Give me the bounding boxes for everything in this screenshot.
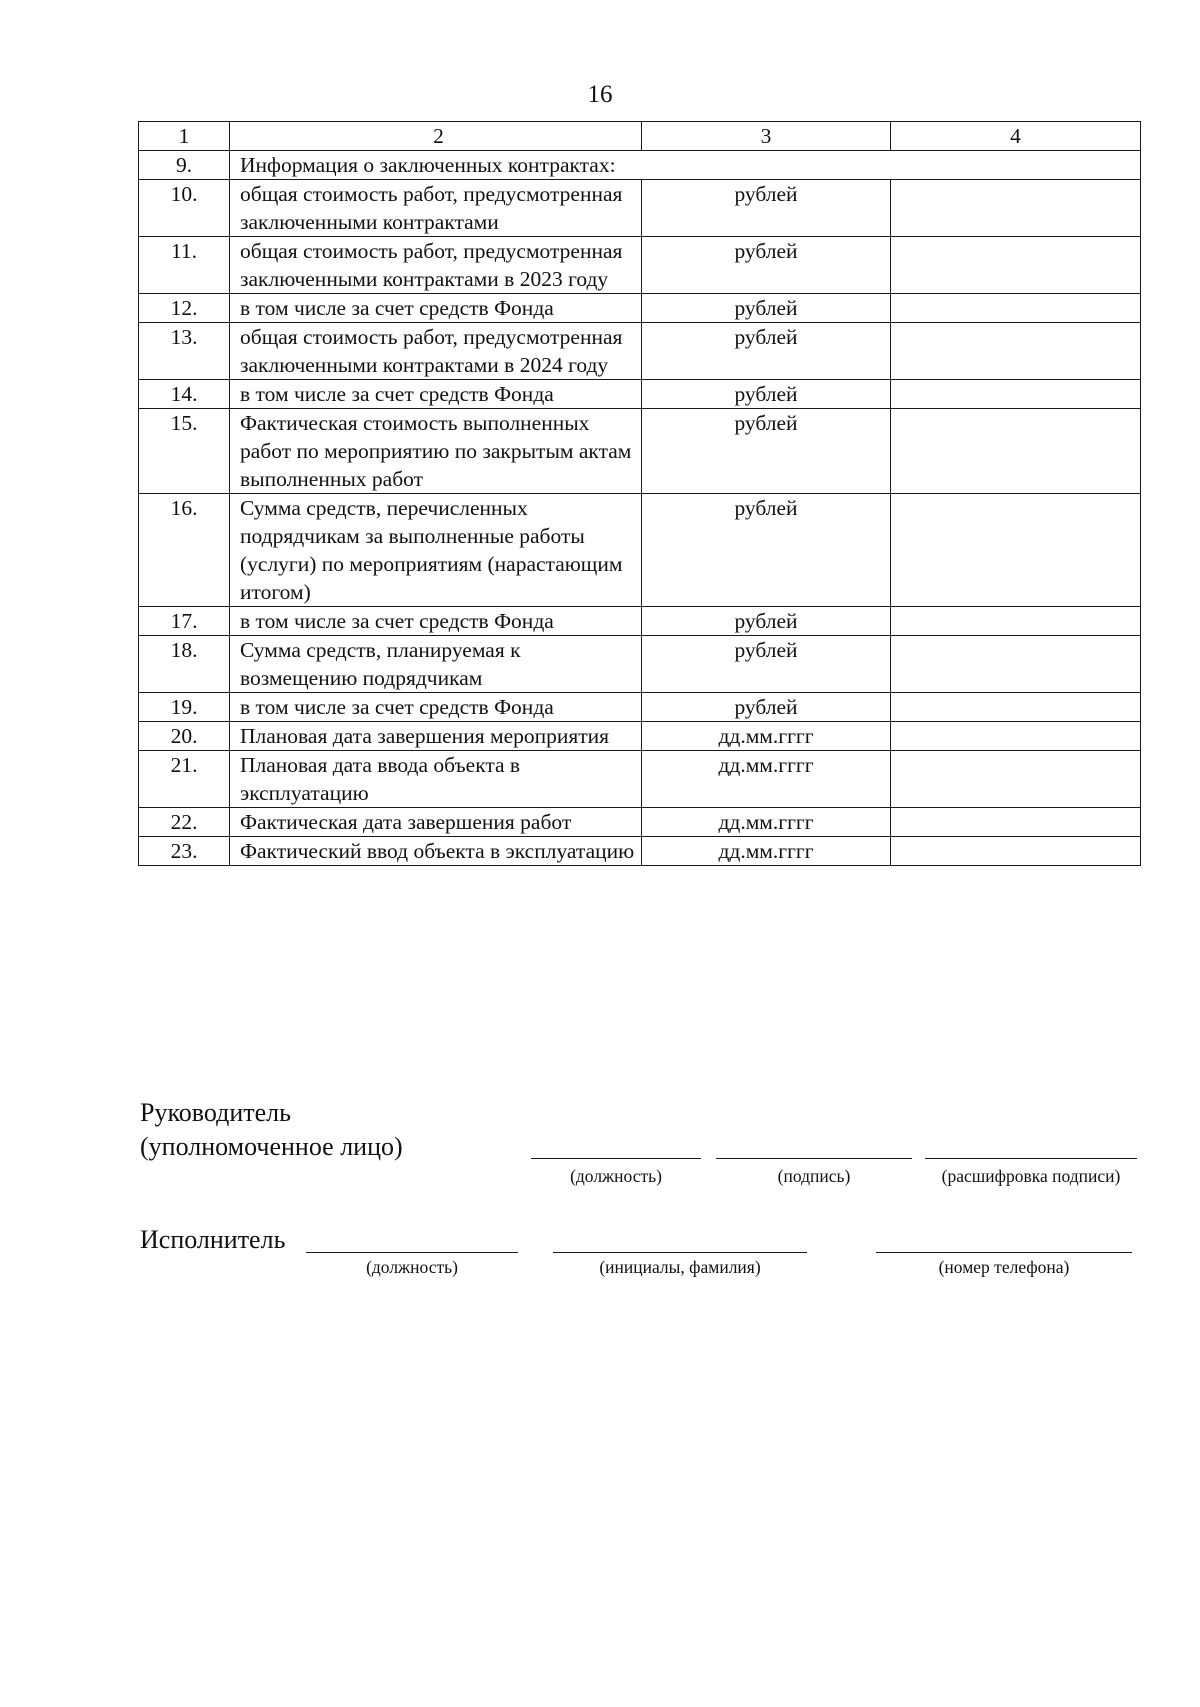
row-unit: рублей — [642, 294, 891, 323]
row-number: 19. — [139, 693, 230, 722]
executor-position-line — [306, 1252, 518, 1253]
table-row — [139, 751, 1141, 808]
table-row — [139, 380, 1141, 409]
row-number: 14. — [139, 380, 230, 409]
row-value — [891, 494, 1141, 607]
row-description: Фактический ввод объекта в эксплуатацию — [230, 837, 642, 866]
row-value — [891, 837, 1141, 866]
row-number: 21. — [139, 751, 230, 808]
table-row — [139, 808, 1141, 837]
report-table — [138, 121, 1141, 866]
row-value — [891, 808, 1141, 837]
row-value — [891, 722, 1141, 751]
row-unit: рублей — [642, 180, 891, 237]
head-caption-position: (должность) — [570, 1166, 662, 1186]
row-unit: рублей — [642, 409, 891, 494]
row-value — [891, 607, 1141, 636]
table-row — [139, 294, 1141, 323]
row-value — [891, 693, 1141, 722]
row-unit: рублей — [642, 693, 891, 722]
head-caption-signature: (подпись) — [777, 1166, 851, 1186]
executor-name-line — [553, 1252, 807, 1253]
row-unit: дд.мм.гггг — [642, 808, 891, 837]
row-description: Информация о заключенных контрактах: — [230, 151, 1141, 180]
header-cell-1: 1 — [139, 122, 230, 151]
row-description: общая стоимость работ, предусмотренная заключенными контрактами в 2024 году — [230, 323, 642, 380]
table-row — [139, 636, 1141, 693]
table-row — [139, 837, 1141, 866]
table-row — [139, 323, 1141, 380]
row-unit: дд.мм.гггг — [642, 751, 891, 808]
row-unit: рублей — [642, 323, 891, 380]
head-caption-decoding: (расшифровка подписи) — [941, 1166, 1121, 1186]
table-row — [139, 693, 1141, 722]
row-unit: рублей — [642, 494, 891, 607]
row-description: Сумма средств, планируемая к возмещению подрядчикам — [230, 636, 642, 693]
row-description: Плановая дата завершения мероприятия — [230, 722, 642, 751]
row-number: 9. — [139, 151, 230, 180]
row-number: 15. — [139, 409, 230, 494]
row-value — [891, 636, 1141, 693]
table-row — [139, 607, 1141, 636]
row-number: 13. — [139, 323, 230, 380]
table-row — [139, 237, 1141, 294]
row-number: 18. — [139, 636, 230, 693]
row-value — [891, 294, 1141, 323]
page-number: 16 — [587, 81, 613, 108]
row-unit: рублей — [642, 636, 891, 693]
row-unit: дд.мм.гггг — [642, 837, 891, 866]
executor-caption-name: (инициалы, фамилия) — [599, 1257, 761, 1277]
head-position-line — [531, 1158, 701, 1159]
header-cell-2: 2 — [230, 122, 642, 151]
row-description: общая стоимость работ, предусмотренная заключенными контрактами — [230, 180, 642, 237]
row-description: в том числе за счет средств Фонда — [230, 294, 642, 323]
row-unit: дд.мм.гггг — [642, 722, 891, 751]
row-number: 23. — [139, 837, 230, 866]
table-row — [139, 722, 1141, 751]
row-number: 17. — [139, 607, 230, 636]
row-unit: рублей — [642, 607, 891, 636]
head-decoding-line — [925, 1158, 1137, 1159]
row-number: 10. — [139, 180, 230, 237]
row-number: 12. — [139, 294, 230, 323]
table-row — [139, 180, 1141, 237]
row-description: Плановая дата ввода объекта в эксплуатацию — [230, 751, 642, 808]
row-description: Фактическая дата завершения работ — [230, 808, 642, 837]
table-row — [139, 494, 1141, 607]
executor-caption-position: (должность) — [366, 1257, 458, 1277]
row-description: Фактическая стоимость выполненных работ по мероприятию по закрытым актам выполненных работ — [230, 409, 642, 494]
row-value — [891, 323, 1141, 380]
row-value — [891, 380, 1141, 409]
row-description: в том числе за счет средств Фонда — [230, 607, 642, 636]
table-header-row — [139, 122, 1141, 151]
row-unit: рублей — [642, 380, 891, 409]
row-number: 11. — [139, 237, 230, 294]
executor-label: Исполнитель — [140, 1225, 286, 1254]
row-number: 16. — [139, 494, 230, 607]
row-value — [891, 180, 1141, 237]
header-cell-4: 4 — [891, 122, 1141, 151]
row-description: в том числе за счет средств Фонда — [230, 380, 642, 409]
head-signature-line — [716, 1158, 912, 1159]
row-description: Сумма средств, перечисленных подрядчикам за выполненные работы (услуги) по мероприятиям (нарастающим итогом) — [230, 494, 642, 607]
header-cell-3: 3 — [642, 122, 891, 151]
row-description: в том числе за счет средств Фонда — [230, 693, 642, 722]
head-label: Руководитель — [140, 1098, 291, 1127]
executor-phone-line — [876, 1252, 1132, 1253]
executor-caption-phone: (номер телефона) — [938, 1257, 1070, 1277]
row-value — [891, 237, 1141, 294]
table-row — [139, 409, 1141, 494]
row-number: 22. — [139, 808, 230, 837]
row-number: 20. — [139, 722, 230, 751]
row-unit: рублей — [642, 237, 891, 294]
row-value — [891, 409, 1141, 494]
row-value — [891, 751, 1141, 808]
table-row-info — [139, 151, 1141, 180]
row-description: общая стоимость работ, предусмотренная заключенными контрактами в 2023 году — [230, 237, 642, 294]
head-label-authorized: (уполномоченное лицо) — [140, 1132, 403, 1161]
